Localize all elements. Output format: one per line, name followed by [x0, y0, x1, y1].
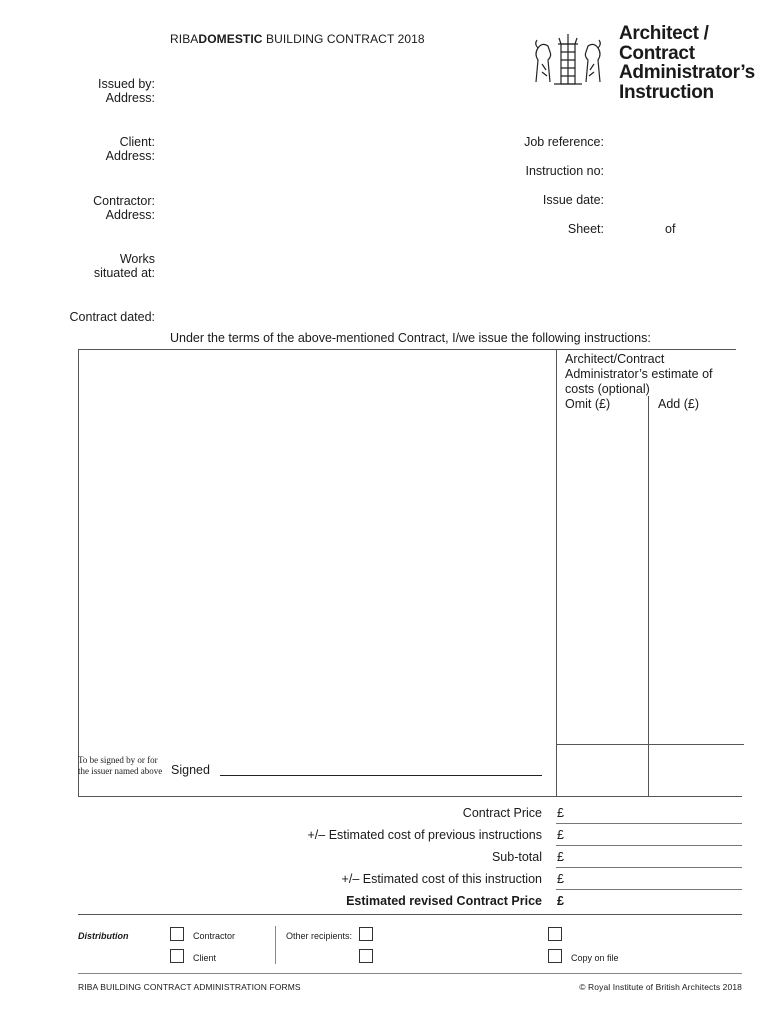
- other-recipient-checkbox-2[interactable]: [359, 949, 373, 963]
- instructions-intro: Under the terms of the above-mentioned Contract, I/we issue the following instructions:: [170, 331, 651, 345]
- instructions-body[interactable]: [80, 351, 554, 741]
- omit-column-header: Omit (£): [565, 397, 611, 411]
- works-label-line1: Works: [119, 252, 155, 266]
- issued-address-label: Address:: [105, 91, 155, 105]
- distribution-divider: [275, 926, 276, 964]
- add-column-header: Add (£): [658, 397, 699, 411]
- issue-date-label: Issue date:: [542, 193, 604, 207]
- client-recipient-label: Client: [193, 953, 217, 963]
- client-label: Client:: [119, 135, 155, 149]
- previous-instructions-currency: £: [557, 828, 564, 842]
- form-title: Architect / Contract Administrator’s Instruction: [619, 23, 755, 103]
- signature-line[interactable]: [220, 775, 542, 776]
- instructions-top-rule: [78, 349, 736, 350]
- this-instruction-currency: £: [557, 872, 564, 886]
- omit-add-divider: [648, 396, 649, 796]
- other-recipient-checkbox-3[interactable]: [548, 927, 562, 941]
- sheet-label: Sheet:: [567, 222, 604, 236]
- client-checkbox[interactable]: [170, 949, 184, 963]
- revised-contract-price-currency: £: [557, 894, 564, 908]
- estimate-total-rule: [556, 744, 744, 745]
- this-instruction-rule: [556, 889, 742, 890]
- riba-crest-icon: [528, 30, 608, 90]
- revised-contract-price-label: Estimated revised Contract Price: [346, 894, 542, 908]
- estimate-column-rule: [556, 349, 557, 796]
- subtotal-currency: £: [557, 850, 564, 864]
- footer-copyright: © Royal Institute of British Architects 2018: [579, 982, 742, 992]
- contract-dated-label: Contract dated:: [69, 310, 155, 324]
- contract-price-rule: [556, 823, 742, 824]
- distribution-top-rule: [78, 914, 742, 915]
- footer-rule: [78, 973, 742, 974]
- estimate-heading: Architect/Contract Administrator’s estimate of costs (optional): [565, 352, 713, 396]
- this-instruction-label: +/– Estimated cost of this instruction: [341, 872, 542, 886]
- previous-instructions-rule: [556, 845, 742, 846]
- job-reference-label: Job reference:: [524, 135, 604, 149]
- instructions-left-rule: [78, 349, 79, 796]
- signed-label: Signed: [171, 763, 210, 777]
- contract-price-currency: £: [557, 806, 564, 820]
- previous-instructions-label: +/– Estimated cost of previous instructions: [307, 828, 542, 842]
- instructions-bottom-rule: [78, 796, 742, 797]
- signature-hint: To be signed by or for the issuer named above: [78, 755, 163, 776]
- contractor-address-label: Address:: [105, 208, 155, 222]
- distribution-title: Distribution: [78, 931, 129, 941]
- contractor-checkbox[interactable]: [170, 927, 184, 941]
- subtotal-rule: [556, 867, 742, 868]
- contractor-recipient-label: Contractor: [193, 931, 236, 941]
- other-recipient-checkbox-1[interactable]: [359, 927, 373, 941]
- sheet-of-label: of: [665, 222, 676, 236]
- contract-name: RIBADOMESTIC BUILDING CONTRACT 2018: [170, 32, 425, 46]
- subtotal-label: Sub-total: [491, 850, 542, 864]
- copy-on-file-checkbox[interactable]: [548, 949, 562, 963]
- other-recipients-label: Other recipients:: [286, 931, 353, 941]
- works-label-line2: situated at:: [93, 266, 155, 280]
- contractor-label: Contractor:: [93, 194, 155, 208]
- copy-on-file-label: Copy on file: [571, 953, 619, 963]
- footer-series: RIBA BUILDING CONTRACT ADMINISTRATION FORMS: [78, 982, 301, 992]
- contract-price-label: Contract Price: [462, 806, 542, 820]
- instruction-no-label: Instruction no:: [525, 164, 604, 178]
- issued-by-label: Issued by:: [98, 77, 155, 91]
- client-address-label: Address:: [105, 149, 155, 163]
